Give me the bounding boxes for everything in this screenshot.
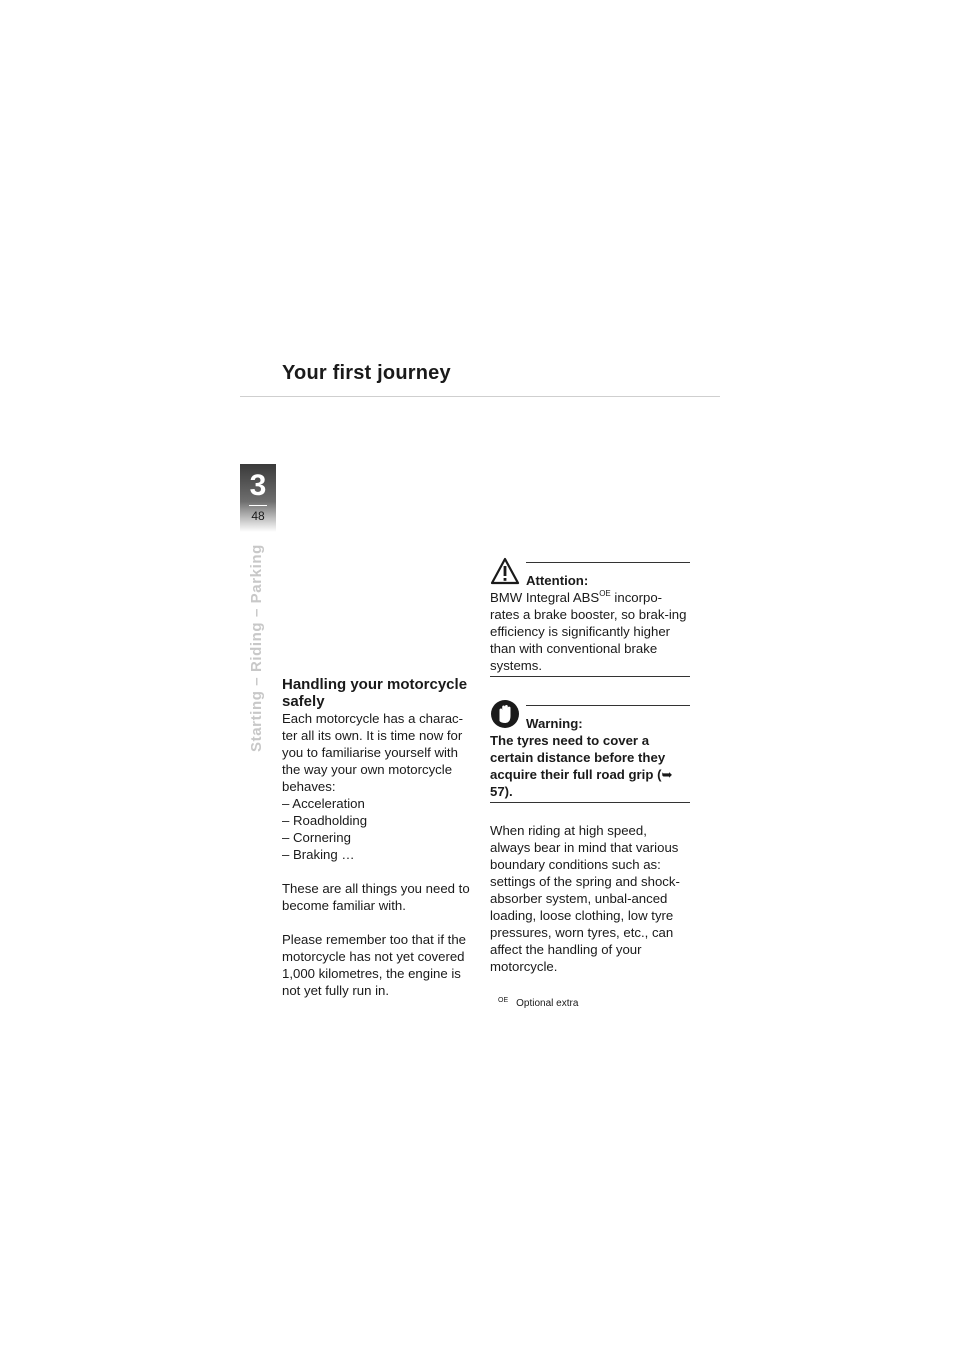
warning-text: The tyres need to cover a certain distance before they acquire their full road grip (➥ 57). [490, 733, 673, 799]
list-item: – Cornering [282, 830, 351, 845]
high-speed-paragraph: When riding at high speed, always bear in mind that various boundary conditions such as: settings of the spring and shock-absorber system, unbal-anced loading, loose clothing, low tyre pressures, worn tyres, etc., can affect the handling of your motorcycle. [490, 823, 680, 974]
attention-text: BMW Integral $ABS^{OE}$ incorpo-rates a brake booster, so brak-ing efficiency is significantly higher than with conventional brake systems. [490, 589, 687, 673]
attention-notice [490, 556, 690, 677]
page-number: 48 [251, 509, 265, 523]
notice-rule [526, 562, 690, 563]
familiar-paragraph: These are all things you need to become familiar with. [282, 881, 470, 913]
intro-paragraph: Each motorcycle has a charac-ter all its own. It is time now for you to familiarise yourself with the way your own motorcycle behaves: [282, 711, 464, 794]
chapter-side-label: Starting – Riding – Parking [248, 544, 265, 752]
footnote [490, 995, 690, 1010]
header-rule [240, 396, 720, 397]
notice-rule [526, 705, 690, 706]
attention-title: Attention: [526, 573, 589, 588]
run-in-paragraph: Please remember too that if the motorcycle has not yet covered 1,000 kilometres, the engine is not yet fully run in. [282, 932, 466, 998]
chapter-divider [249, 505, 267, 506]
left-column [282, 676, 478, 999]
optional-extra-mark: OE [599, 589, 611, 598]
right-column [490, 556, 690, 1010]
list-item: – Braking … [282, 847, 355, 862]
stop-hand-icon [490, 699, 520, 729]
warning-title: Warning: [526, 716, 583, 731]
footnote-mark: OE [498, 997, 509, 1004]
footnote-text: Optional extra [516, 998, 579, 1009]
behaviour-list [282, 795, 478, 863]
list-item: – Roadholding [282, 813, 368, 828]
warning-notice [490, 699, 690, 803]
chapter-tab [240, 464, 276, 532]
section-heading: Handling your motorcycle safely [282, 676, 468, 710]
chapter-number: 3 [249, 469, 267, 502]
list-item: – Acceleration [282, 796, 365, 811]
warning-triangle-icon [490, 556, 520, 586]
page-title: Your first journey [282, 362, 451, 384]
